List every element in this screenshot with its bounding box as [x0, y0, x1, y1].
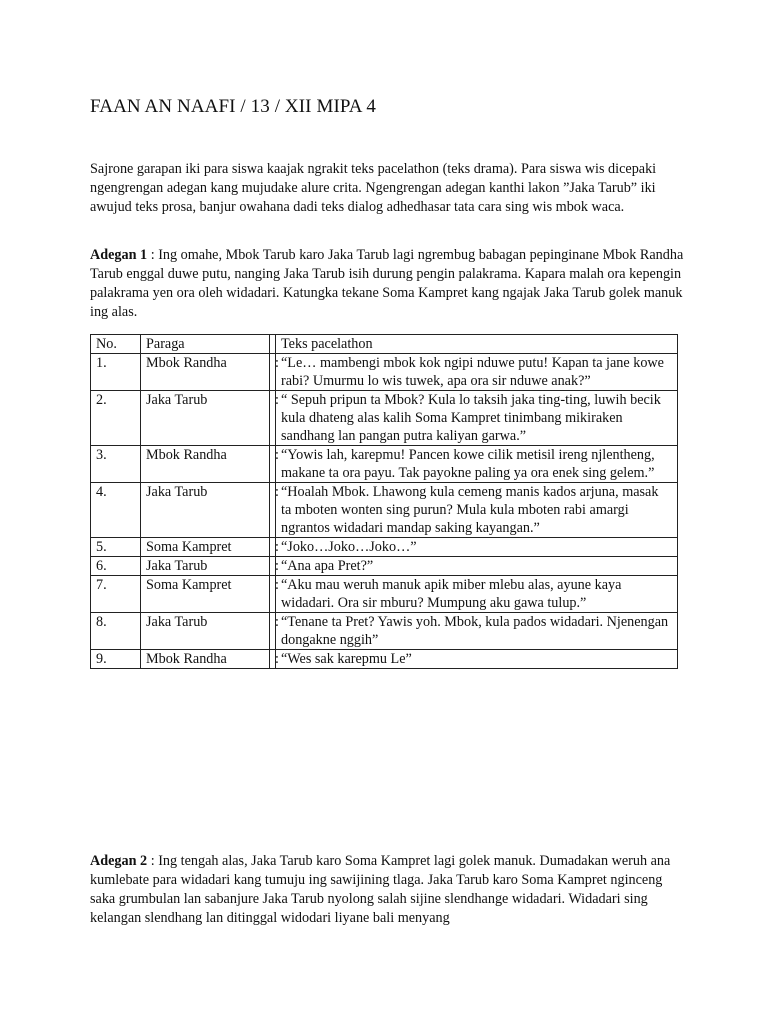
table-header-row: [91, 335, 678, 354]
adegan-2-paragraph: [90, 852, 690, 928]
row-colon: :: [270, 483, 276, 538]
row-paraga: Jaka Tarub: [141, 557, 270, 576]
table-row: [91, 650, 678, 669]
adegan-1-text: Ing omahe, Mbok Tarub karo Jaka Tarub lagi ngrembug babagan pepinginane Mbok Randha Tarub enggal duwe putu, nanging Jaka Tarub isih durung pengin palakrama. Kapara malah ora kepengin palakrama yen ora oleh widadari. Katungka tekane Soma Kampret kang ngajak Jaka Tarub golek manuk ing alas.: [90, 247, 684, 320]
document-title: FAAN AN NAAFI / 13 / XII MIPA 4: [90, 96, 377, 117]
row-teks: “Tenane ta Pret? Yawis yoh. Mbok, kula pados widadari. Njenengan dongakne nggih”: [276, 613, 678, 650]
table-row: [91, 557, 678, 576]
row-teks: “Ana apa Pret?”: [276, 557, 678, 576]
row-no: 5.: [91, 538, 141, 557]
table-row: [91, 483, 678, 538]
row-no: 8.: [91, 613, 141, 650]
row-teks: “Wes sak karepmu Le”: [276, 650, 678, 669]
row-no: 3.: [91, 446, 141, 483]
table-row: [91, 446, 678, 483]
row-teks: “Hoalah Mbok. Lhawong kula cemeng manis kados arjuna, masak ta mboten wonten sing purun? Mula kula mboten rabi amargi ngrantos widadari mandap saking kayangan.”: [276, 483, 678, 538]
row-paraga: Mbok Randha: [141, 650, 270, 669]
row-no: 6.: [91, 557, 141, 576]
adegan-2-label: Adegan 2: [90, 853, 148, 869]
intro-paragraph: Sajrone garapan iki para siswa kaajak ngrakit teks pacelathon (teks drama). Para siswa wis dicepaki ngengrengan adegan kang mujudake alure crita. Ngengrengan adegan kanthi lakon ”Jaka Tarub” iki awujud teks prosa, banjur owahana dadi teks dialog adhedhasar tata cara sing wis mbok waca.: [90, 161, 657, 215]
adegan-2-separator: :: [147, 853, 155, 869]
row-colon: :: [270, 576, 276, 613]
row-paraga: Soma Kampret: [141, 538, 270, 557]
row-teks: “Yowis lah, karepmu! Pancen kowe cilik metisil ireng njlentheng, makane ta ora payu. Tak payokne paling ya ora enek sing gelem.”: [276, 446, 678, 483]
table-row: [91, 391, 678, 446]
adegan-1-label: Adegan 1: [90, 247, 148, 263]
adegan-1-paragraph: [90, 246, 690, 322]
row-colon: :: [270, 538, 276, 557]
dialog-table: [90, 334, 678, 669]
adegan-1-separator: :: [147, 247, 155, 263]
table-row: [91, 613, 678, 650]
row-teks: “ Sepuh pripun ta Mbok? Kula lo taksih jaka ting-ting, luwih becik kula dhateng alas kalih Soma Kampret tinimbang mikiraken sandhang lan pangan putra kaliyan garwa.”: [276, 391, 678, 446]
table-row: [91, 354, 678, 391]
row-paraga: Jaka Tarub: [141, 613, 270, 650]
row-colon: :: [270, 391, 276, 446]
row-paraga: Mbok Randha: [141, 354, 270, 391]
row-paraga: Soma Kampret: [141, 576, 270, 613]
header-teks: Teks pacelathon: [276, 335, 678, 354]
row-colon: :: [270, 446, 276, 483]
row-paraga: Mbok Randha: [141, 446, 270, 483]
header-paraga: Paraga: [141, 335, 270, 354]
row-no: 4.: [91, 483, 141, 538]
row-teks: “Aku mau weruh manuk apik miber mlebu alas, ayune kaya widadari. Ora sir mburu? Mumpung aku gawa tulup.”: [276, 576, 678, 613]
row-no: 7.: [91, 576, 141, 613]
row-no: 2.: [91, 391, 141, 446]
row-colon: :: [270, 354, 276, 391]
row-colon: :: [270, 650, 276, 669]
row-teks: “Joko…Joko…Joko…”: [276, 538, 678, 557]
row-no: 1.: [91, 354, 141, 391]
row-no: 9.: [91, 650, 141, 669]
table-row: [91, 538, 678, 557]
row-teks: “Le… mambengi mbok kok ngipi nduwe putu! Kapan ta jane kowe rabi? Umurmu lo wis tuwek, apa ora sir nduwe anak?”: [276, 354, 678, 391]
adegan-2-text: Ing tengah alas, Jaka Tarub karo Soma Kampret lagi golek manuk. Dumadakan weruh ana kumlebate para widadari kang tumuju ing sawijining tlaga. Jaka Tarub karo Soma Kampret nginceng saka grumbulan lan sabanjure Jaka Tarub nyolong salah sijine slendhange widadari. Widadari sing kelangan slendhang lan ditinggal widodari liyane bali menyang: [90, 853, 671, 926]
table-row: [91, 576, 678, 613]
row-colon: :: [270, 557, 276, 576]
row-colon: :: [270, 613, 276, 650]
row-paraga: Jaka Tarub: [141, 391, 270, 446]
header-no: No.: [91, 335, 141, 354]
row-paraga: Jaka Tarub: [141, 483, 270, 538]
